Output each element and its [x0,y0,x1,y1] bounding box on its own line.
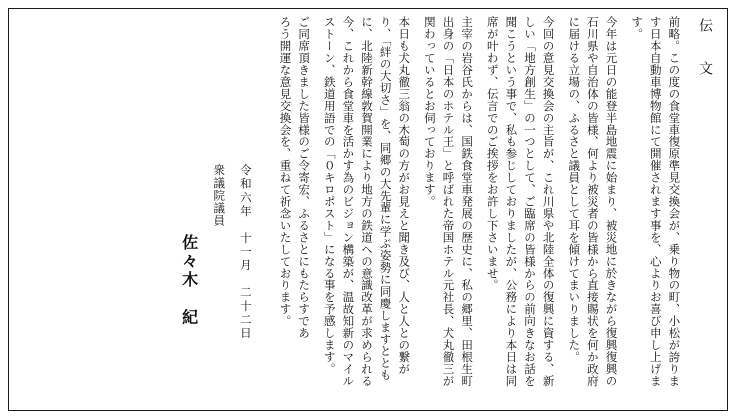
signature-name: 佐々木 紀 [179,234,199,327]
body-paragraph: ご同席頂きました皆様のご令寄宏、ふるさとにもたらすであろう開運な意見交換会を、重ねて祈念いたしております。 [278,16,312,339]
body-paragraph: 主宰の岩谷氏からは、国鉄食堂車発展の歴史に、私の郷里、田根生町出身の「日本のホテル王」と呼ばれた帝国ホテル元社長、犬丸徹三が関わっているとお伺っております。 [422,16,475,387]
signature-block [168,14,255,354]
body-paragraph: 前略。この度の食堂車復原準見交換会が、乗り物の町、小松が誇ります日本自動車博物館にて開催されます事を、心よりお喜び申し上げます。 [630,16,682,387]
document-content [14,14,722,405]
document-title: 伝 文 [697,18,713,84]
body-paragraph: 今年は元日の能登半島地震に始まり、被災地に於きながら復興復興の石川県や自治体の皆様、何より被災者の皆様から直接賜状を何か政府に届ける立場の、ふるさと議員として耳を傾けてまいりました。 [567,16,619,387]
body-paragraph: 今回の意見交換会の主旨が、これ川県や北陸全体の復興に資する、新しい「地方創生」の一つとして、ご臨席の皆様からの前向きなお話を聞こうという事で、私も参じしておりましたが、公務により本日は同席が叶わず、伝言でのご挨拶をお許し下さいませ。 [485,16,556,387]
body-paragraph: 本日も犬丸徹三翁の木萄の方がお見えと聞き及び、人と人との繋がり、「絆の大切さ」を、同郷の大先輩に学ぶ姿勢に同慶しますとともに、北陸新幹線敦賀開業により地方の鉄道への意識改革が求められる今、これから食堂車を活かす為のビジョン構築が、温故知新のマイルストーン、鉄道用語での「０キロポスト」になる事を予感します。 [322,16,412,387]
signature-date: 令和六年 十一月 二十二日 [238,164,253,341]
signature-post: 衆議院議員 [212,164,227,228]
